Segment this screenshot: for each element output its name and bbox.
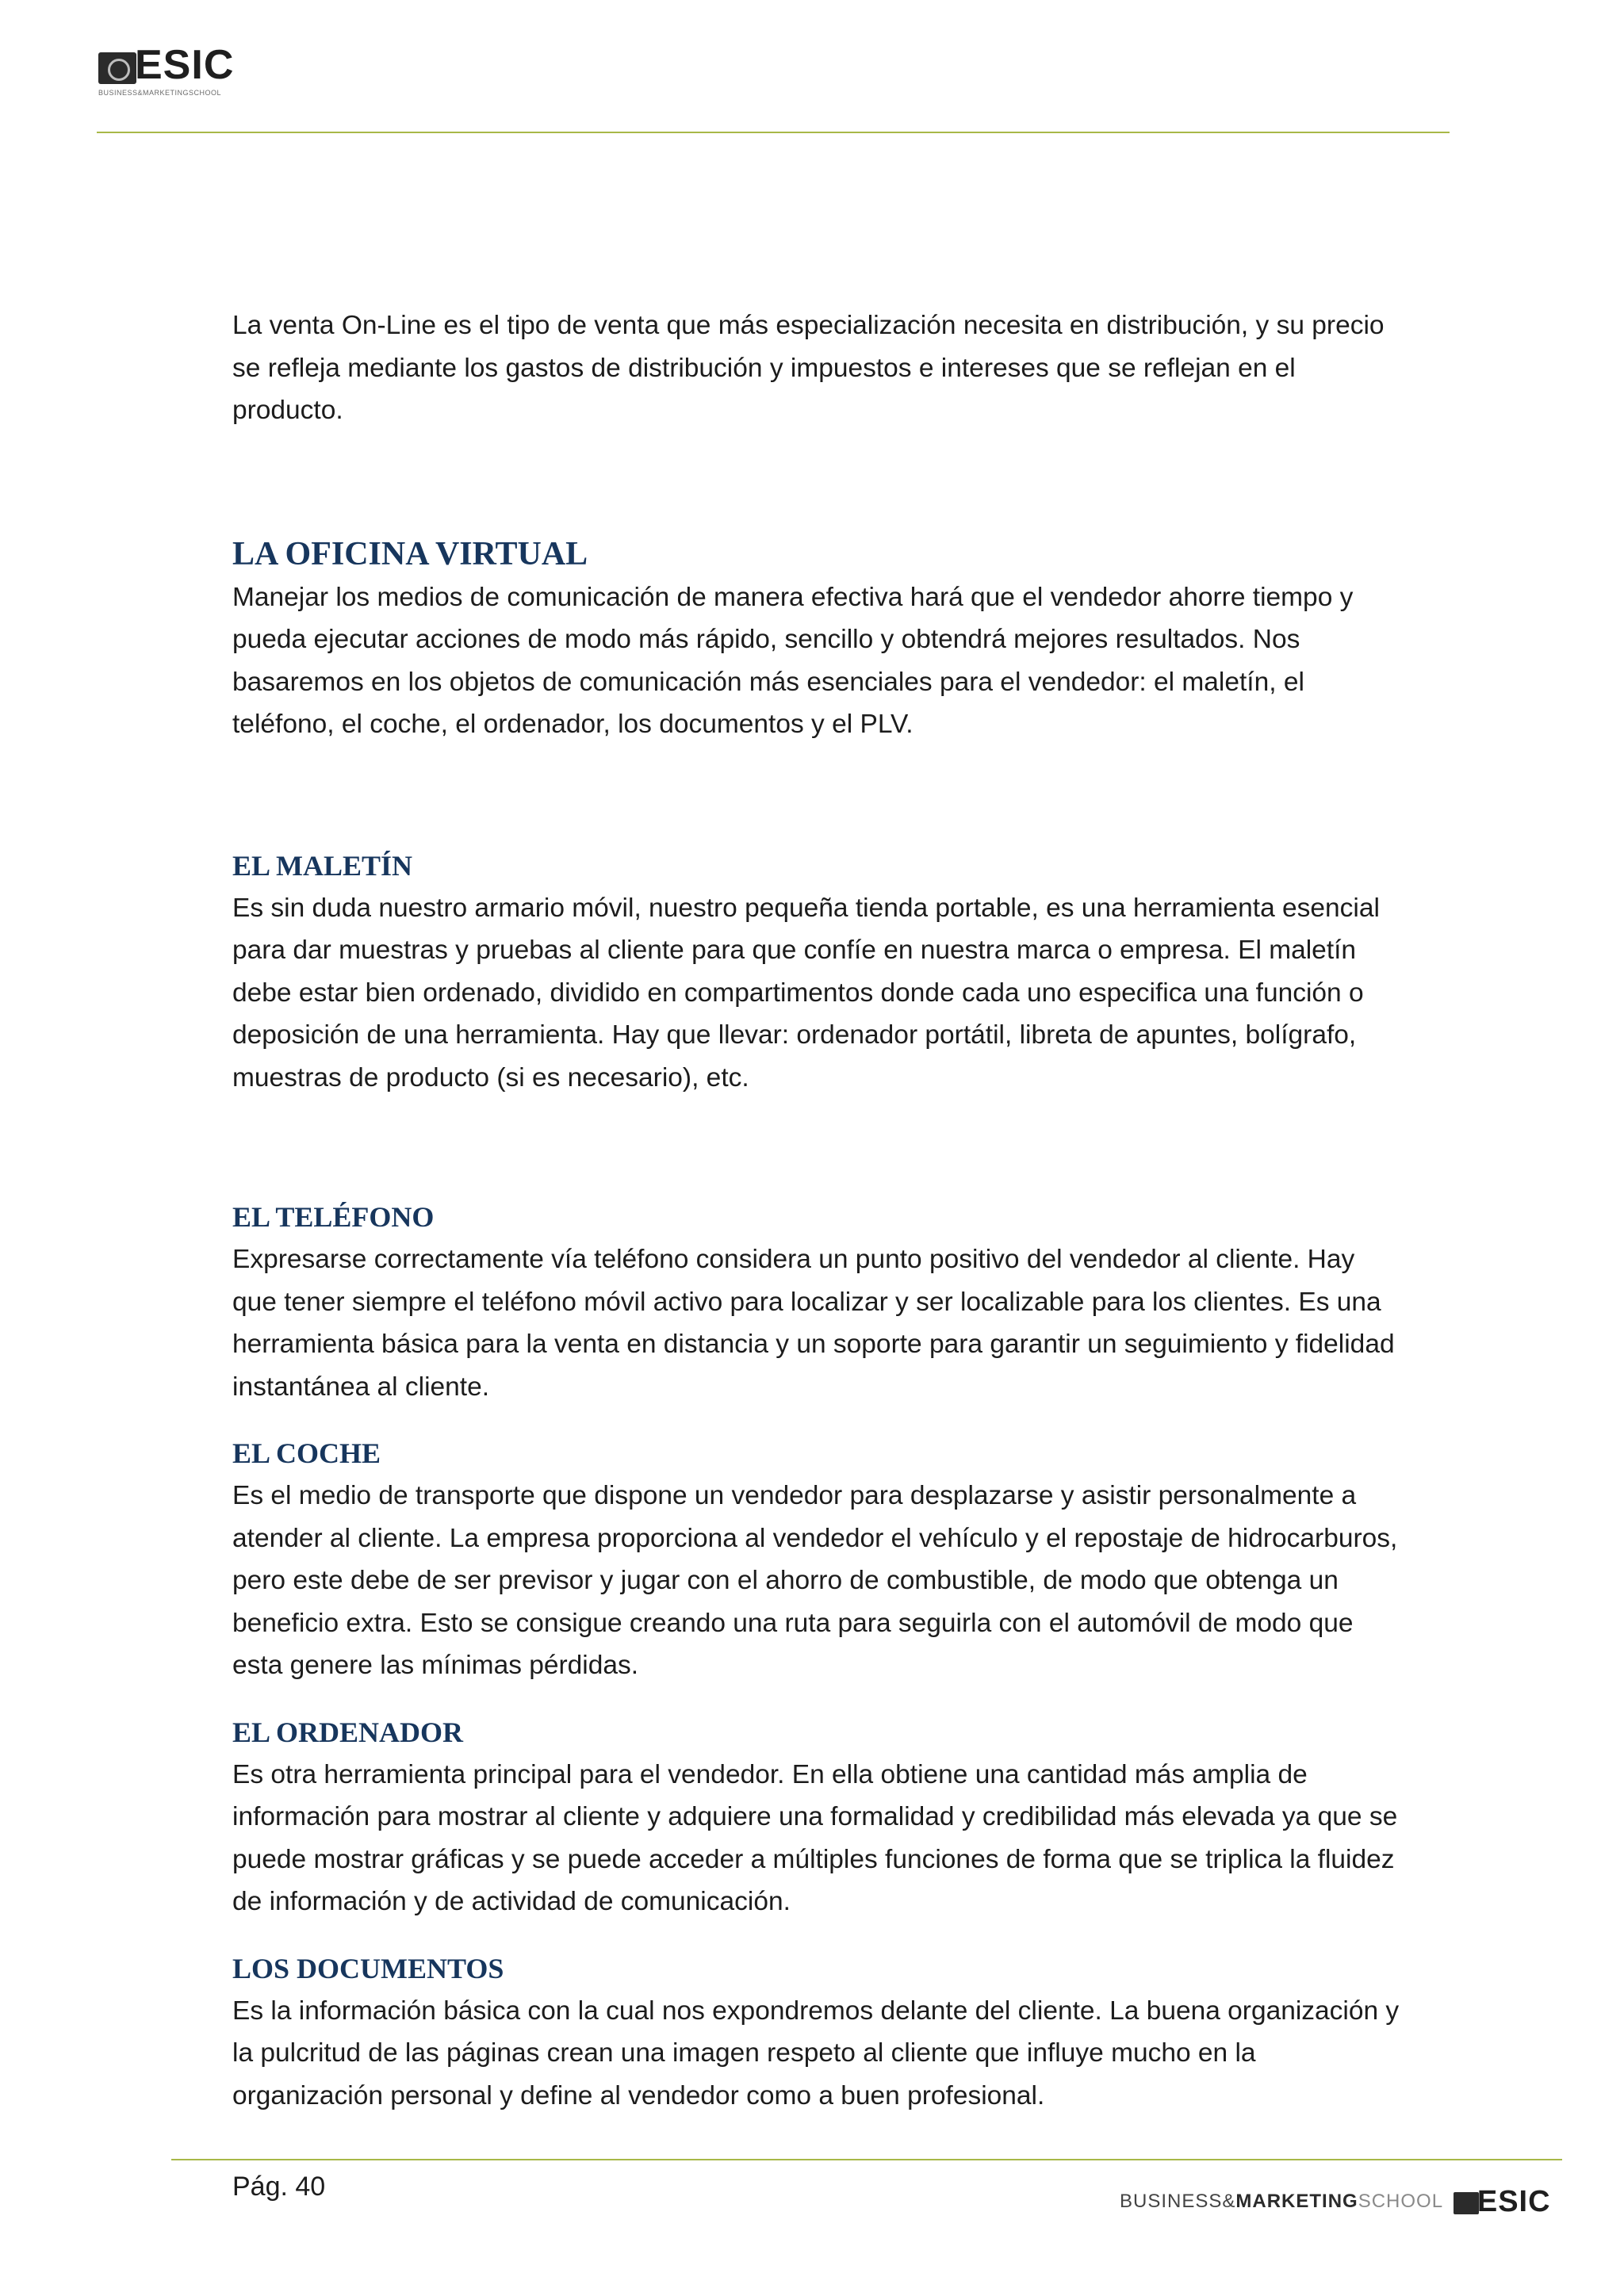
footer-logo xyxy=(1454,2185,1551,2219)
section-body-documentos: Es la información básica con la cual nos expondremos delante del cliente. La buena organización y la pulcritud de las páginas crean una imagen respeto al cliente que influye mucho en la organización personal y define al vendedor como a buen profesional. xyxy=(232,1996,1400,2110)
section-body-maletin: Es sin duda nuestro armario móvil, nuestro pequeña tienda portable, es una herramienta esencial para dar muestras y pruebas al cliente para que confíe en nuestra marca o empresa. El maletín debe estar bien ordenado, dividido en compartimentos donde cada uno especifica una función o deposición de una herramienta. Hay que llevar: ordenador portátil, libreta de apuntes, bolígrafo, muestras de producto (si es necesario), etc. xyxy=(232,893,1380,1093)
section-title-oficina-virtual: LA OFICINA VIRTUAL xyxy=(232,535,588,572)
section-body-ordenador: Es otra herramienta principal para el vendedor. En ella obtiene una cantidad más amplia de información para mostrar al cliente y adquiere una formalidad y credibilidad más elevada ya que se puede mostrar gráficas y se puede acceder a múltiples funciones de forma que se triplica la fluidez de información y de actividad de comunicación. xyxy=(232,1759,1398,1916)
page-content xyxy=(232,304,1406,2117)
section-title-maletin: EL MALETÍN xyxy=(232,849,413,882)
header-divider xyxy=(97,132,1450,133)
footer-brand-school: SCHOOL xyxy=(1358,2190,1443,2212)
esic-emblem-icon xyxy=(1454,2192,1479,2214)
header-logo xyxy=(98,42,257,98)
section-title-telefono: EL TELÉFONO xyxy=(232,1201,435,1233)
footer-brand-business: BUSINESS& xyxy=(1120,2190,1236,2212)
logo-word: ESIC xyxy=(135,42,235,88)
section-body-oficina-virtual: Manejar los medios de comunicación de manera efectiva hará que el vendedor ahorre tiempo y pueda ejecutar acciones de modo más rápido, sencillo y obtendrá mejores resultados. Nos basaremos en los objetos de comunicación más esenciales para el vendedor: el maletín, el teléfono, el coche, el ordenador, los documentos y el PLV. xyxy=(232,582,1354,739)
page-number: Pág. 40 xyxy=(232,2172,326,2202)
section-body-telefono: Expresarse correctamente vía teléfono considera un punto positivo del vendedor al cliente. Hay que tener siempre el teléfono móvil activo para localizar y ser localizable para los clientes. Es una herramienta básica para la venta en distancia y un soporte para garantir un seguimiento y fidelidad instantánea al cliente. xyxy=(232,1245,1395,1402)
section-title-coche: EL COCHE xyxy=(232,1437,381,1469)
section-body-coche: Es el medio de transporte que dispone un vendedor para desplazarse y asistir personalmente a atender al cliente. La empresa proporciona al vendedor el vehículo y el repostaje de hidrocarburos, pero este debe de ser previsor y jugar con el ahorro de combustible, de modo que obtenga un beneficio extra. Esto se consigue creando una ruta para seguirla con el automóvil de modo que esta genere las mínimas pérdidas. xyxy=(232,1481,1398,1680)
logo-tagline: BUSINESS&MARKETINGSCHOOL xyxy=(98,89,222,97)
section-title-ordenador: EL ORDENADOR xyxy=(232,1716,464,1748)
footer-logo-word: ESIC xyxy=(1477,2185,1551,2218)
esic-emblem-icon xyxy=(98,52,136,84)
intro-paragraph: La venta On-Line es el tipo de venta que más especialización necesita en distribución, y su precio se refleja mediante los gastos de distribución y impuestos e intereses que se reflejan en el producto. xyxy=(232,311,1385,425)
footer-brand-marketing: MARKETING xyxy=(1235,2190,1358,2212)
footer-brand xyxy=(1120,2185,1551,2217)
section-title-documentos: LOS DOCUMENTOS xyxy=(232,1952,504,1984)
footer-divider xyxy=(171,2159,1562,2160)
